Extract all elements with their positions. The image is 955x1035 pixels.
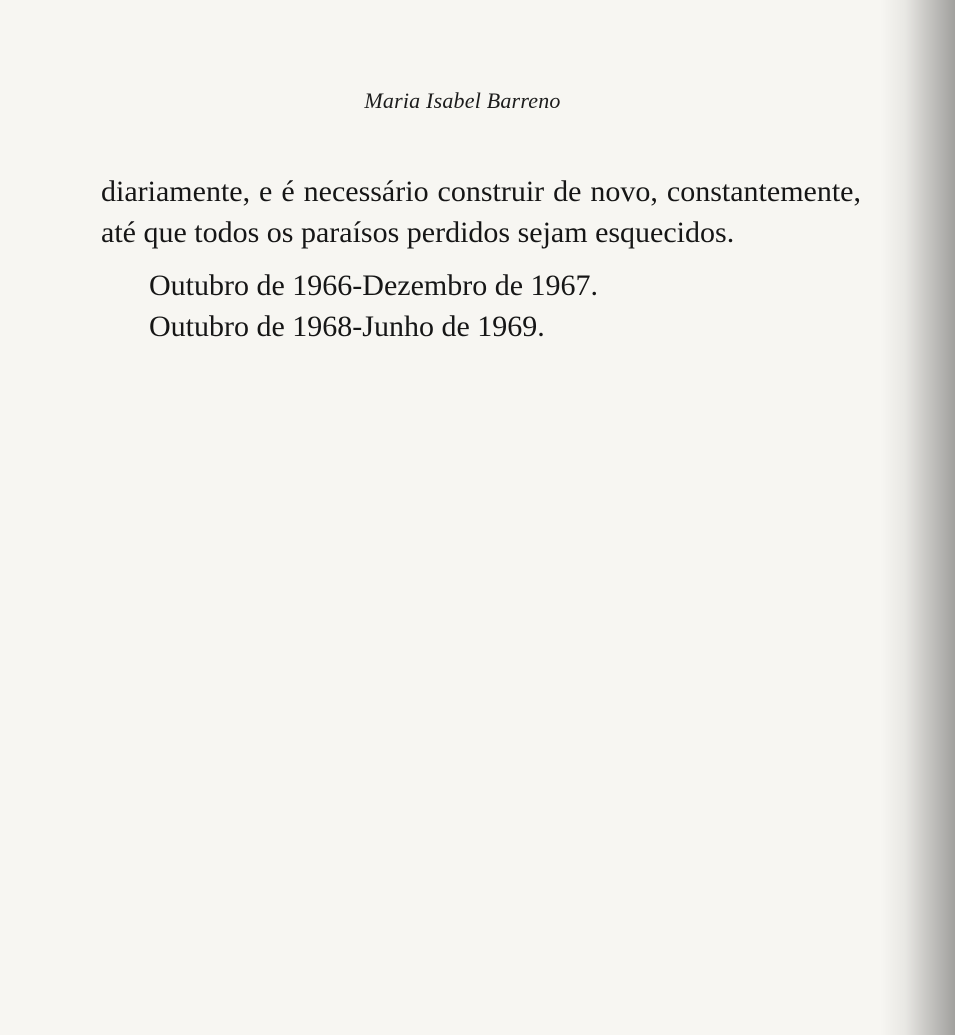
composition-dates — [101, 265, 861, 347]
running-head-author: Maria Isabel Barreno — [364, 88, 561, 113]
page-body — [101, 171, 861, 347]
date-line-1: Outubro de 1966-Dezembro de 1967. — [149, 269, 599, 302]
date-line-2: Outubro de 1968-Junho de 1969. — [149, 310, 545, 343]
closing-paragraph: diariamente, e é necessário construir de novo, constantemente, até que todos os paraísos perdidos sejam esquecidos. — [101, 175, 861, 249]
